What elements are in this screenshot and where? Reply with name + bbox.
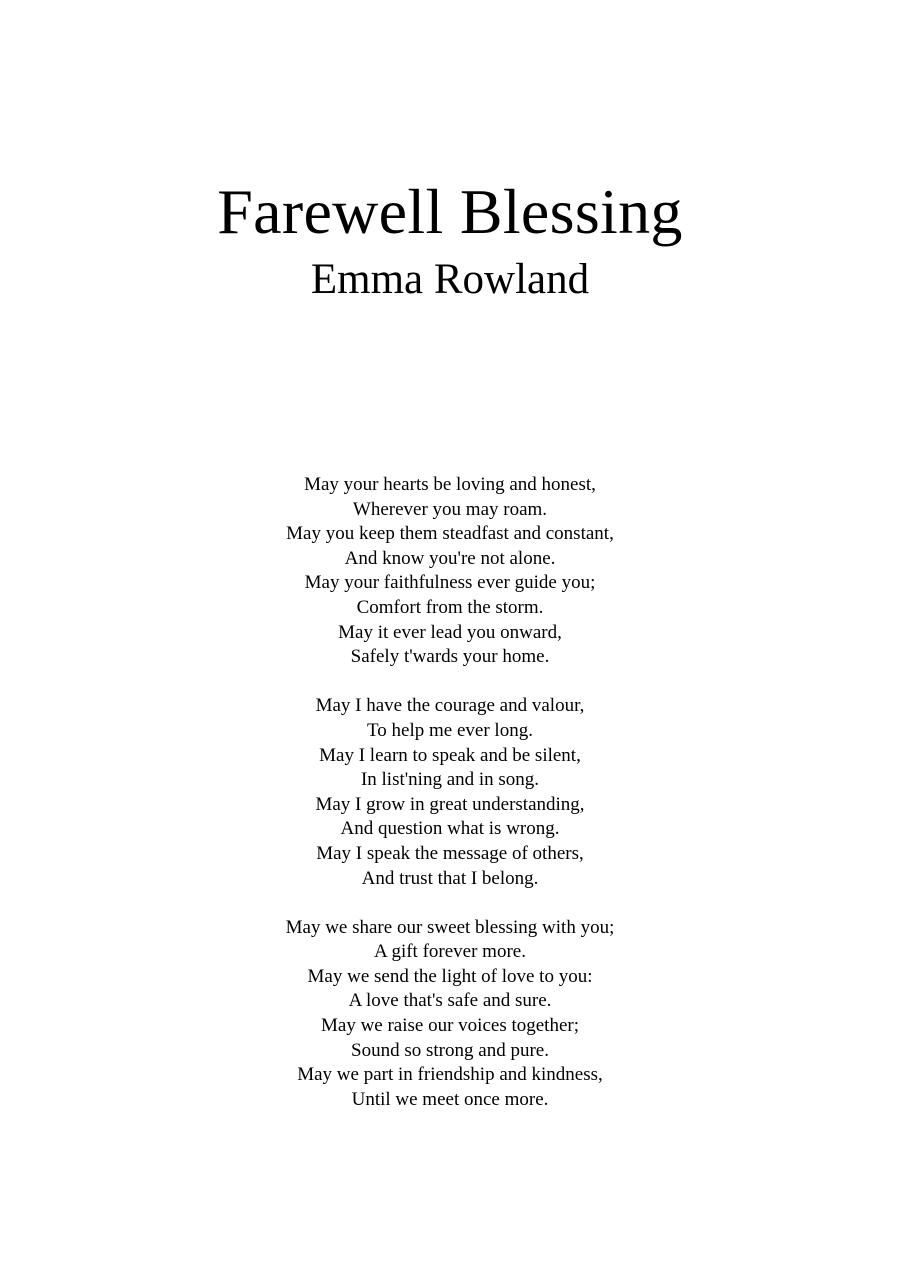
poem-body <box>0 473 900 1112</box>
poem-line: To help me ever long. <box>367 719 533 741</box>
poem-line: May I learn to speak and be silent, <box>319 744 581 766</box>
poem-line: May it ever lead you onward, <box>338 621 562 643</box>
stanza <box>0 916 900 1113</box>
stanza <box>0 694 900 891</box>
poem-line: May I grow in great understanding, <box>315 793 585 815</box>
poem-line: And trust that I belong. <box>361 867 539 889</box>
poem-line: Comfort from the storm. <box>356 596 544 618</box>
poem-line: May I speak the message of others, <box>316 842 584 864</box>
poem-line: Until we meet once more. <box>351 1088 549 1110</box>
poem-line: And question what is wrong. <box>340 818 560 840</box>
poem-line: Wherever you may roam. <box>352 498 548 520</box>
poem-line: May your hearts be loving and honest, <box>304 474 596 495</box>
poem-line: A gift forever more. <box>374 941 526 963</box>
poem-line: May your faithfulness ever guide you; <box>304 572 596 594</box>
poem-line: May I have the courage and valour, <box>315 695 585 717</box>
poem-line: May you keep them steadfast and constant, <box>286 523 614 545</box>
poem-title: Farewell Blessing <box>217 176 683 247</box>
poem-author: Emma Rowland <box>310 256 590 303</box>
poem-line: A love that's safe and sure. <box>348 990 552 1012</box>
poem-line: May we raise our voices together; <box>321 1015 579 1037</box>
poem-line: In list'ning and in song. <box>360 769 540 791</box>
poem-line: And know you're not alone. <box>344 547 556 569</box>
poem-line: May we share our sweet blessing with you; <box>285 916 615 938</box>
poem-line: Safely t'wards your home. <box>350 646 550 668</box>
stanza <box>0 473 900 670</box>
poem-line: May we part in friendship and kindness, <box>297 1064 603 1086</box>
poem-line: May we send the light of love to you: <box>307 965 593 987</box>
poem-line: Sound so strong and pure. <box>351 1039 549 1061</box>
